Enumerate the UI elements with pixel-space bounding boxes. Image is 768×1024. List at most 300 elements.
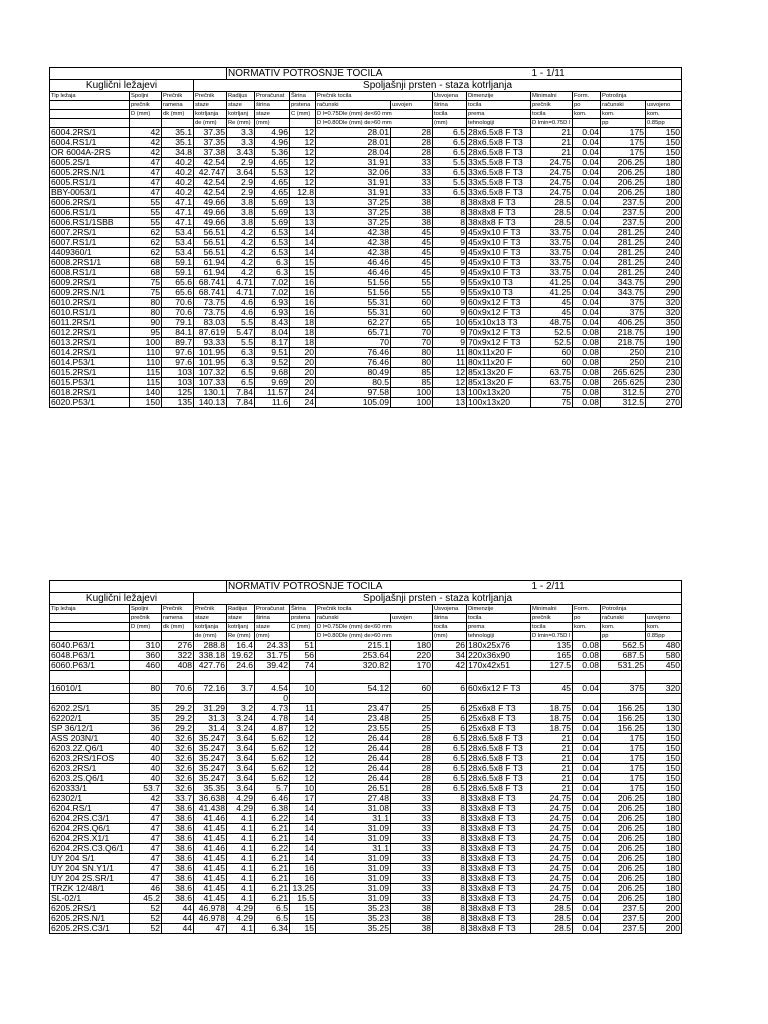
column-header: širina <box>433 614 467 623</box>
data-cell: 0.08 <box>573 348 601 358</box>
bearing-type-cell: 6203.2RS/1 <box>50 764 130 774</box>
column-header: pp <box>601 119 646 128</box>
column-header: (mm) <box>433 119 467 128</box>
data-cell: 32.6 <box>162 764 194 774</box>
column-header: širina <box>255 101 290 110</box>
data-cell: 42 <box>130 128 162 138</box>
column-header: prstena <box>290 101 316 110</box>
data-cell: 240 <box>646 248 682 258</box>
data-cell: 6.93 <box>255 298 290 308</box>
data-cell: 47 <box>130 844 162 854</box>
data-cell: 4.65 <box>255 178 290 188</box>
data-cell: 200 <box>646 914 682 924</box>
data-cell: 9 <box>433 268 467 278</box>
data-cell: 28x6.5x8 F T3 <box>467 744 531 754</box>
data-cell: 480 <box>646 641 682 651</box>
column-header <box>50 623 130 632</box>
data-cell: 76.46 <box>316 348 391 358</box>
data-cell: 206.25 <box>601 874 646 884</box>
data-cell: 33.75 <box>531 258 573 268</box>
data-cell: 33x8x8 F T3 <box>467 804 531 814</box>
bearing-type-cell: ASS 203N/1 <box>50 734 130 744</box>
data-cell: 322 <box>162 651 194 661</box>
data-cell: 33x8x8 F T3 <box>467 884 531 894</box>
data-cell: 150 <box>646 148 682 158</box>
bearing-type-cell: TRZK 12/48/1 <box>50 884 130 894</box>
data-cell: 46.46 <box>316 268 391 278</box>
data-cell: 16.4 <box>227 641 255 651</box>
data-cell: 23.55 <box>316 724 391 734</box>
data-cell: 180 <box>646 834 682 844</box>
table-row <box>50 744 682 754</box>
data-cell: 4.78 <box>255 714 290 724</box>
data-cell <box>531 694 573 704</box>
column-header: prema <box>467 110 531 119</box>
data-cell: 38.6 <box>162 804 194 814</box>
data-cell: 41.45 <box>194 864 227 874</box>
data-cell: 24 <box>290 388 316 398</box>
column-header: staze <box>255 110 290 119</box>
data-cell: 0.04 <box>573 754 601 764</box>
data-cell: 0.04 <box>573 884 601 894</box>
title-blank <box>50 68 227 80</box>
data-cell: 10 <box>433 318 467 328</box>
data-cell: 41.438 <box>194 804 227 814</box>
bearing-type-cell: 6004.RS1/1 <box>50 138 130 148</box>
data-cell: 4.71 <box>227 278 255 288</box>
data-cell: 48.75 <box>531 318 573 328</box>
column-header: Dimenzije <box>467 605 531 614</box>
bearing-type-cell: 6014.2RS/1 <box>50 348 130 358</box>
data-cell: 4.2 <box>227 248 255 258</box>
data-cell: 14 <box>290 238 316 248</box>
table-row <box>50 671 682 684</box>
data-cell: 80 <box>391 358 433 368</box>
spreadsheet-table <box>49 580 682 934</box>
data-cell: 65.6 <box>162 278 194 288</box>
data-cell: 13 <box>433 388 467 398</box>
column-header: 0.85pp <box>646 632 682 641</box>
data-cell: 6.21 <box>255 894 290 904</box>
data-cell: 4.1 <box>227 924 255 934</box>
data-cell: 31.08 <box>316 804 391 814</box>
column-header: kom. <box>573 623 601 632</box>
data-cell: 38x8x8 F T3 <box>467 208 531 218</box>
data-cell: 42 <box>433 661 467 671</box>
data-cell: 687.5 <box>601 651 646 661</box>
data-cell: 33 <box>391 884 433 894</box>
table-row <box>50 854 682 864</box>
column-header: kotrljanj <box>227 110 255 119</box>
data-cell: 33.75 <box>531 228 573 238</box>
data-cell: 21 <box>531 784 573 794</box>
data-cell: 8 <box>433 854 467 864</box>
data-cell: 230 <box>646 378 682 388</box>
bearing-type-cell: 6015.2RS/1 <box>50 368 130 378</box>
data-cell: 47 <box>130 188 162 198</box>
data-cell: 156.25 <box>601 704 646 714</box>
column-header: Spoljni <box>130 92 162 101</box>
data-cell: 33 <box>391 834 433 844</box>
data-cell: 38.6 <box>162 884 194 894</box>
data-cell: 40 <box>130 774 162 784</box>
data-cell: 6.3 <box>227 358 255 368</box>
data-cell: 68.741 <box>194 288 227 298</box>
group-left-label: Kuglični ležajevi <box>50 80 194 92</box>
data-cell: 44 <box>162 904 194 914</box>
data-cell: 0.04 <box>573 298 601 308</box>
data-cell: 46.978 <box>194 914 227 924</box>
data-cell: 6.38 <box>255 804 290 814</box>
column-header: C (mm) <box>290 623 316 632</box>
data-cell: 200 <box>646 924 682 934</box>
data-cell: 4.87 <box>255 724 290 734</box>
data-cell: 29.2 <box>162 704 194 714</box>
column-header: prečnik <box>130 101 162 110</box>
data-cell: 38x8x8 F T3 <box>467 198 531 208</box>
data-cell: 33.75 <box>531 248 573 258</box>
data-cell: 6.22 <box>255 814 290 824</box>
data-cell: 190 <box>646 328 682 338</box>
data-cell: 7.84 <box>227 398 255 408</box>
data-cell: 127.5 <box>531 661 573 671</box>
data-cell: 33x8x8 F T3 <box>467 864 531 874</box>
data-cell: 6.21 <box>255 874 290 884</box>
group-right-label: Spoljašnji prsten - staza kotrljanja <box>194 80 682 92</box>
data-cell: 24.75 <box>531 824 573 834</box>
data-cell: 40.2 <box>162 188 194 198</box>
data-cell: 75 <box>130 278 162 288</box>
data-cell: 47 <box>130 168 162 178</box>
table-row <box>50 764 682 774</box>
table-row <box>50 774 682 784</box>
data-cell: 42.38 <box>316 228 391 238</box>
data-cell: 18 <box>290 318 316 328</box>
page-number: 1 - 1/11 <box>531 68 682 80</box>
table-row <box>50 661 682 671</box>
bearing-type-cell: 6048.P63/1 <box>50 651 130 661</box>
data-cell: 45x9x10 F T3 <box>467 248 531 258</box>
table-row <box>50 398 682 408</box>
title-blank <box>50 581 227 593</box>
data-cell: 80x11x20 F <box>467 358 531 368</box>
data-cell: 38.6 <box>162 844 194 854</box>
data-cell: 130.1 <box>194 388 227 398</box>
data-cell: 24.75 <box>531 844 573 854</box>
data-cell: 175 <box>601 138 646 148</box>
data-cell: 375 <box>601 684 646 694</box>
data-cell: 175 <box>601 128 646 138</box>
data-cell: 32.06 <box>316 168 391 178</box>
data-cell: 80.5 <box>316 378 391 388</box>
column-header: tocila <box>531 623 573 632</box>
data-cell: 9 <box>433 278 467 288</box>
data-cell: 206.25 <box>601 844 646 854</box>
data-cell: 110 <box>130 348 162 358</box>
data-cell: 47 <box>194 924 227 934</box>
column-header: Usvojena <box>433 92 467 101</box>
table-row <box>50 684 682 694</box>
data-cell: 12 <box>290 178 316 188</box>
data-cell: 3.43 <box>227 148 255 158</box>
data-cell: 190 <box>646 338 682 348</box>
data-cell: 0.04 <box>573 824 601 834</box>
data-cell: 130 <box>646 704 682 714</box>
data-cell: 6 <box>433 714 467 724</box>
data-cell: 68.741 <box>194 278 227 288</box>
data-cell: 6.3 <box>227 348 255 358</box>
data-cell: 70x9x12 F T3 <box>467 328 531 338</box>
data-cell: 45x9x10 F T3 <box>467 238 531 248</box>
data-cell: 24.6 <box>227 661 255 671</box>
data-cell: 45 <box>391 238 433 248</box>
data-cell: 80 <box>130 308 162 318</box>
data-cell: 74 <box>290 661 316 671</box>
data-cell: 35.23 <box>316 914 391 924</box>
data-cell: 32.6 <box>162 734 194 744</box>
data-cell: 5.69 <box>255 198 290 208</box>
column-header: prečnik <box>130 614 162 623</box>
column-header-row <box>50 614 682 623</box>
data-cell: 9.68 <box>255 368 290 378</box>
data-cell: 55x9x10 T3 <box>467 288 531 298</box>
column-header: kom. <box>646 623 682 632</box>
data-cell: 38.6 <box>162 864 194 874</box>
data-cell: 253.64 <box>316 651 391 661</box>
data-cell: 36 <box>130 724 162 734</box>
data-cell: 281.25 <box>601 248 646 258</box>
data-cell: 40.2 <box>162 178 194 188</box>
data-cell: 47 <box>130 814 162 824</box>
data-cell: 0.04 <box>573 704 601 714</box>
bearing-type-cell: 6013.2RS/1 <box>50 338 130 348</box>
data-cell: 5.5 <box>433 158 467 168</box>
data-cell: 200 <box>646 208 682 218</box>
data-cell: 85x13x20 F <box>467 368 531 378</box>
column-header: ramena <box>162 614 194 623</box>
column-header-row <box>50 110 682 119</box>
data-cell: 33x8x8 F T3 <box>467 894 531 904</box>
data-cell: 28 <box>391 734 433 744</box>
table-row <box>50 228 682 238</box>
data-cell: 0.04 <box>573 238 601 248</box>
data-cell: 281.25 <box>601 238 646 248</box>
data-cell: 9 <box>433 328 467 338</box>
data-cell: 290 <box>646 288 682 298</box>
data-cell: 3.24 <box>227 714 255 724</box>
data-cell: 0.04 <box>573 894 601 904</box>
data-cell: 47 <box>130 834 162 844</box>
data-cell: 28 <box>391 784 433 794</box>
data-cell: 0.04 <box>573 804 601 814</box>
column-header: (mm) <box>255 632 290 641</box>
title-row <box>50 581 682 593</box>
column-header: kotrljanja <box>194 623 227 632</box>
data-cell: 33 <box>391 178 433 188</box>
data-cell: 3.7 <box>227 684 255 694</box>
data-cell: 6 <box>433 724 467 734</box>
data-cell: 237.5 <box>601 208 646 218</box>
bearing-type-cell: 6203.2Z.Q6/1 <box>50 744 130 754</box>
column-header: Tip ležaja <box>50 605 130 614</box>
data-cell: 15.5 <box>290 894 316 904</box>
data-cell: 45 <box>531 308 573 318</box>
data-cell: 2.9 <box>227 158 255 168</box>
table-row <box>50 158 682 168</box>
data-cell: 40.2 <box>162 168 194 178</box>
data-cell: 75 <box>130 288 162 298</box>
data-cell: 6.5 <box>433 774 467 784</box>
data-cell: 21 <box>531 128 573 138</box>
column-header <box>130 632 162 641</box>
data-cell: 6.5 <box>433 734 467 744</box>
table-row <box>50 188 682 198</box>
column-header-row <box>50 92 682 101</box>
data-cell <box>391 671 433 684</box>
data-cell: 65x10x13 T3 <box>467 318 531 328</box>
data-cell: 125 <box>162 388 194 398</box>
data-cell: 41.45 <box>194 854 227 864</box>
column-header: D lmin=0.75D l <box>531 119 573 128</box>
data-cell: 320 <box>646 684 682 694</box>
data-cell: 270 <box>646 388 682 398</box>
data-cell: 206.25 <box>601 834 646 844</box>
data-cell: 97.6 <box>162 348 194 358</box>
data-cell: 49.66 <box>194 198 227 208</box>
data-cell: 6.5 <box>433 148 467 158</box>
data-cell: 40 <box>130 764 162 774</box>
data-cell: 38 <box>391 924 433 934</box>
bearing-type-cell: 6009.2RS.N/1 <box>50 288 130 298</box>
data-cell: 26.44 <box>316 734 391 744</box>
data-cell: 80 <box>130 684 162 694</box>
bearing-type-cell: 6006.RS1/1 <box>50 208 130 218</box>
data-cell: 41.45 <box>194 894 227 904</box>
data-cell: 25x6x8 F T3 <box>467 704 531 714</box>
data-cell: 100x13x20 <box>467 388 531 398</box>
data-cell: 28.04 <box>316 148 391 158</box>
data-cell: 6.5 <box>255 904 290 914</box>
data-cell: 0.04 <box>573 904 601 914</box>
data-cell: 42.54 <box>194 158 227 168</box>
data-cell: 180 <box>646 794 682 804</box>
column-header: kom. <box>601 623 646 632</box>
column-header: tocila <box>531 110 573 119</box>
data-cell: 281.25 <box>601 268 646 278</box>
data-cell: 80x11x20 F <box>467 348 531 358</box>
bearing-type-cell: SL-02/1 <box>50 894 130 904</box>
data-cell: 72.16 <box>194 684 227 694</box>
data-cell: 79.1 <box>162 318 194 328</box>
data-cell: 18.75 <box>531 714 573 724</box>
data-cell: 55.31 <box>316 298 391 308</box>
column-header: Minimalni <box>531 605 573 614</box>
data-cell: 46.978 <box>194 904 227 914</box>
data-cell: 281.25 <box>601 228 646 238</box>
data-cell: 28.5 <box>531 208 573 218</box>
column-header-row <box>50 101 682 110</box>
data-cell: 8 <box>433 924 467 934</box>
column-header: 0.85pp <box>646 119 682 128</box>
data-cell: 31.09 <box>316 894 391 904</box>
data-cell: 18 <box>290 338 316 348</box>
data-cell: 237.5 <box>601 218 646 228</box>
data-cell: 47.1 <box>162 218 194 228</box>
data-cell: 206.25 <box>601 158 646 168</box>
data-cell: 6.5 <box>433 128 467 138</box>
column-header: (mm) <box>433 632 467 641</box>
column-header: Usvojena <box>433 605 467 614</box>
table-row <box>50 308 682 318</box>
data-cell: 70 <box>391 338 433 348</box>
data-cell: 8 <box>433 208 467 218</box>
data-cell: 33 <box>391 188 433 198</box>
data-cell: 8 <box>433 804 467 814</box>
data-cell: 8 <box>433 884 467 894</box>
data-cell: 175 <box>601 148 646 158</box>
data-cell: 45 <box>391 268 433 278</box>
data-cell: 0.04 <box>573 228 601 238</box>
data-cell: 38.6 <box>162 834 194 844</box>
data-cell: 8 <box>433 894 467 904</box>
data-cell: 230 <box>646 368 682 378</box>
data-cell: 19.62 <box>227 651 255 661</box>
data-cell: 5.69 <box>255 208 290 218</box>
data-cell: 206.25 <box>601 168 646 178</box>
data-cell: 4.65 <box>255 188 290 198</box>
data-cell: 220x36x90 <box>467 651 531 661</box>
data-cell: 70 <box>316 338 391 348</box>
column-header: staze <box>194 614 227 623</box>
column-header-row <box>50 632 682 641</box>
bearing-type-cell: 6007.2RS/1 <box>50 228 130 238</box>
data-cell: 175 <box>601 754 646 764</box>
data-cell: 0 <box>255 694 290 704</box>
data-cell: 62 <box>130 228 162 238</box>
data-cell: 31.1 <box>316 814 391 824</box>
data-cell: 8.17 <box>255 338 290 348</box>
data-cell <box>467 671 531 684</box>
data-cell: 24.75 <box>531 814 573 824</box>
data-cell: 375 <box>601 308 646 318</box>
data-cell: 16 <box>290 874 316 884</box>
column-header: po <box>573 101 601 110</box>
data-cell: 85 <box>391 368 433 378</box>
data-cell: 28.5 <box>531 924 573 934</box>
data-cell: 33 <box>391 158 433 168</box>
data-cell: 3.3 <box>227 138 255 148</box>
data-cell: 38.6 <box>162 814 194 824</box>
column-header: Tip ležaja <box>50 92 130 101</box>
data-cell: 103 <box>162 368 194 378</box>
data-cell: 140 <box>130 388 162 398</box>
data-cell: 65.71 <box>316 328 391 338</box>
data-cell: 38x8x8 F T3 <box>467 218 531 228</box>
data-cell: 0.04 <box>573 288 601 298</box>
data-cell: 18.75 <box>531 704 573 714</box>
column-header: D l=0.75Dle (mm) de<60 mm <box>316 110 433 119</box>
data-cell: 90 <box>130 318 162 328</box>
data-cell: 31.75 <box>255 651 290 661</box>
data-cell: 0.04 <box>573 198 601 208</box>
data-cell: 3.64 <box>227 754 255 764</box>
data-cell: 6.21 <box>255 884 290 894</box>
table-row <box>50 734 682 744</box>
table-row <box>50 288 682 298</box>
data-cell: 52 <box>130 904 162 914</box>
data-cell: 53.7 <box>130 784 162 794</box>
data-cell: 6.53 <box>255 238 290 248</box>
